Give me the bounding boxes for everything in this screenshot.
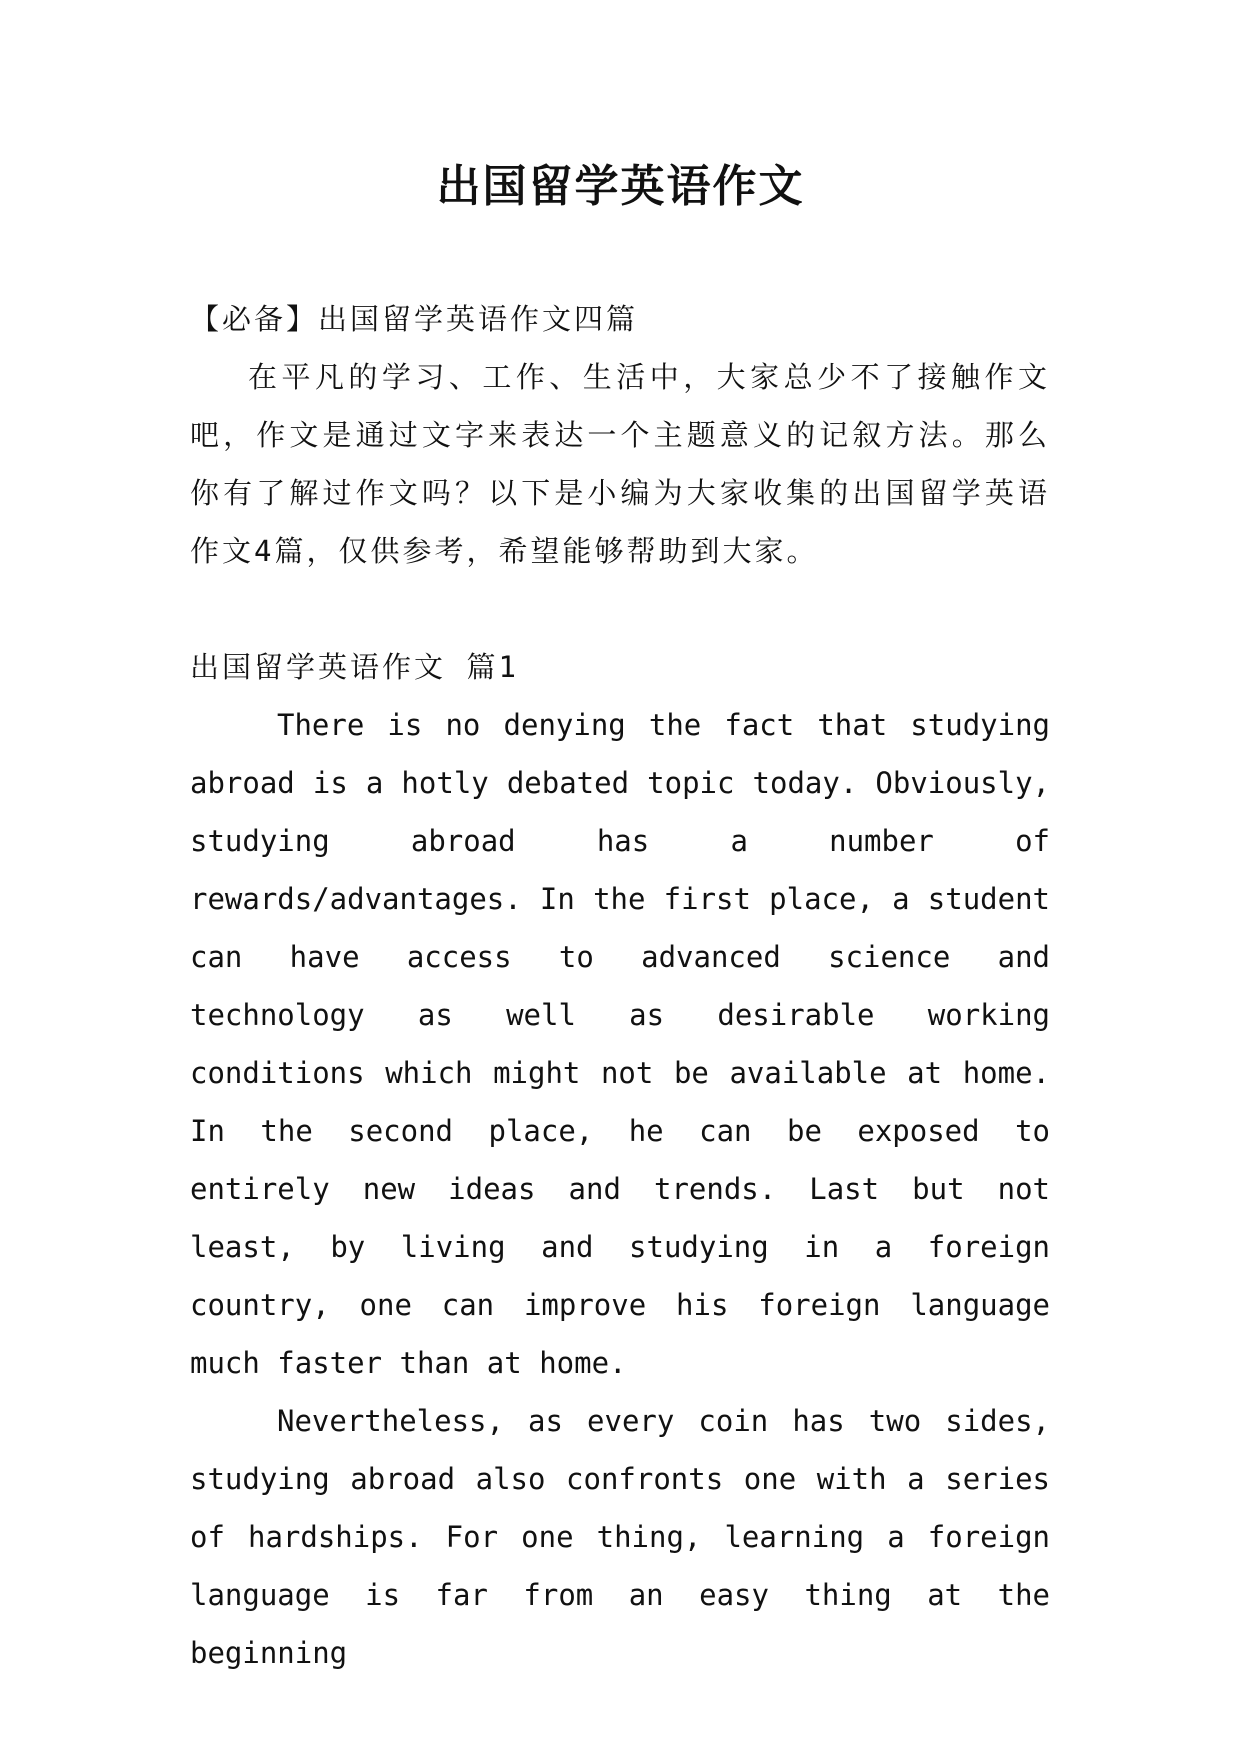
body-paragraph-1: There is no denying the fact that studying abroad is a hotly debated topic today. Obviously, studying abroad has a number of rewards/advantages. In the first place, a student can have access to advanced science and technology as well as desirable working conditions which might not be available at home. In the second place, he can be exposed to entirely new ideas and trends. Last but not least, by living and studying in a foreign country, one can improve his foreign language much faster than at home. <box>190 708 1050 1380</box>
document-subtitle: 【必备】出国留学英语作文四篇 <box>190 302 639 336</box>
body-paragraph-2: Nevertheless, as every coin has two sides, studying abroad also confronts one with a series of hardships. For one thing, learning a foreign language is far from an easy thing at the beginning <box>190 1404 1050 1670</box>
intro-paragraph: 在平凡的学习、工作、生活中，大家总少不了接触作文吧，作文是通过文字来表达一个主题意义的记叙方法。那么你有了解过作文吗？以下是小编为大家收集的出国留学英语作文4篇，仅供参考，希望能够帮助到大家。 <box>190 360 1050 568</box>
document-body <box>190 290 1050 1682</box>
paragraph-spacer <box>190 580 1050 638</box>
section-heading: 出国留学英语作文 篇1 <box>190 650 519 684</box>
document-title: 出国留学英语作文 <box>436 161 805 212</box>
